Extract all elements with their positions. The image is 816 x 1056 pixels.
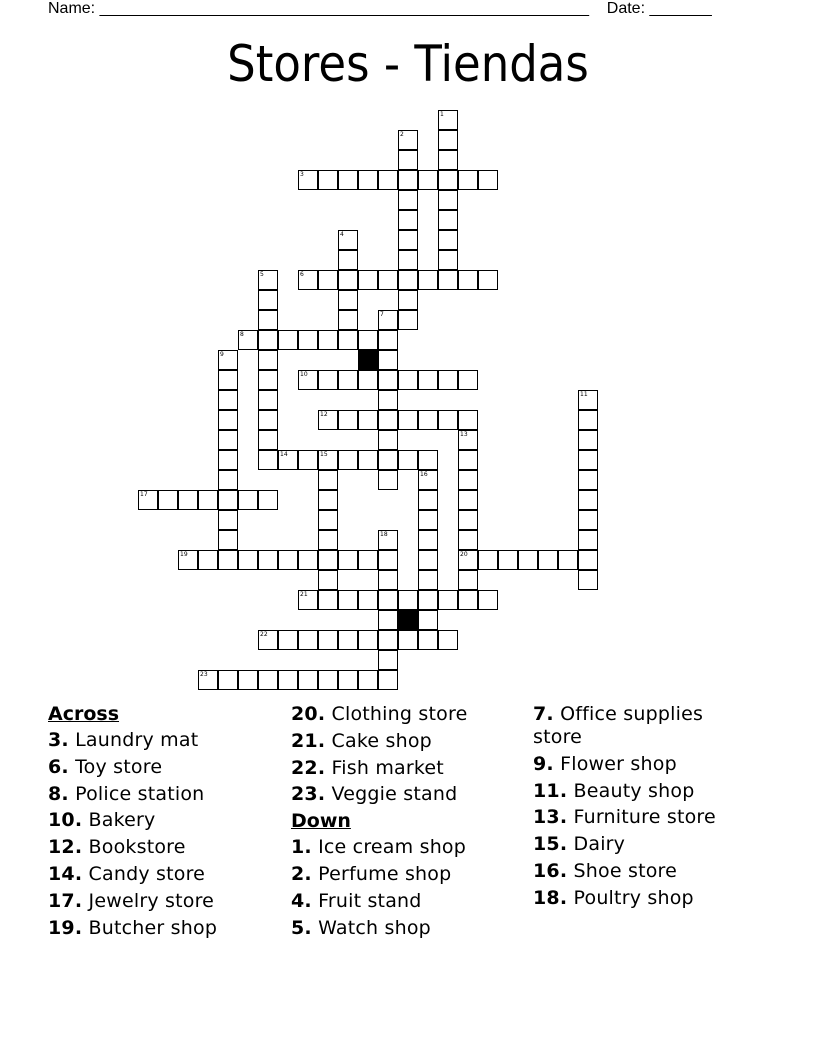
grid-cell[interactable] (258, 670, 278, 690)
grid-cell[interactable] (418, 610, 438, 630)
grid-cell[interactable] (418, 530, 438, 550)
grid-cell[interactable] (418, 170, 438, 190)
grid-cell[interactable] (458, 570, 478, 590)
clue-text: Dairy (573, 833, 626, 856)
grid-cell[interactable] (438, 410, 458, 430)
grid-cell[interactable] (318, 370, 338, 390)
grid-cell[interactable] (458, 470, 478, 490)
grid-cell[interactable] (338, 270, 358, 290)
grid-cell[interactable] (218, 430, 238, 450)
clue-text: Shoe store (573, 859, 678, 882)
grid-cell[interactable] (338, 410, 358, 430)
clue-number: 12. (48, 836, 83, 859)
grid-cell[interactable] (418, 450, 438, 470)
grid-cell[interactable] (418, 410, 438, 430)
grid-cell[interactable] (358, 270, 378, 290)
grid-cell[interactable] (298, 550, 318, 570)
grid-cell[interactable] (338, 170, 358, 190)
clue-column-2 (291, 703, 531, 943)
grid-cell[interactable] (458, 410, 478, 430)
clue-text: Jewelry store (88, 889, 215, 912)
grid-cell[interactable] (438, 190, 458, 210)
blocked-cell (358, 350, 378, 370)
grid-cell[interactable] (218, 670, 238, 690)
clue-text: Cake shop (331, 729, 432, 752)
grid-cell[interactable] (438, 630, 458, 650)
clue-text: Butcher shop (88, 916, 218, 939)
grid-cell[interactable] (578, 550, 598, 570)
grid-cell[interactable] (438, 370, 458, 390)
grid-cell[interactable] (418, 590, 438, 610)
grid-cell[interactable] (318, 330, 338, 350)
grid-cell[interactable] (478, 270, 498, 290)
grid-cell[interactable] (178, 490, 198, 510)
cell-number: 4 (340, 231, 344, 238)
clue-item (48, 836, 288, 859)
grid-cell[interactable] (258, 290, 278, 310)
grid-cell[interactable] (298, 450, 318, 470)
grid-cell[interactable] (178, 550, 198, 570)
clue-number: 3. (48, 729, 69, 751)
clue-number: 2. (291, 862, 312, 885)
grid-cell[interactable] (438, 170, 458, 190)
grid-cell[interactable] (198, 670, 218, 690)
cell-number: 3 (300, 171, 304, 178)
clue-item (533, 806, 733, 829)
cell-number: 8 (240, 331, 244, 338)
grid-cell[interactable] (218, 530, 238, 550)
grid-cell[interactable] (518, 550, 538, 570)
grid-cell[interactable] (578, 530, 598, 550)
clue-item (291, 757, 531, 780)
clue-number: 18. (533, 886, 568, 909)
grid-cell[interactable] (418, 630, 438, 650)
grid-cell[interactable] (358, 410, 378, 430)
grid-cell[interactable] (458, 450, 478, 470)
grid-cell[interactable] (358, 550, 378, 570)
grid-cell[interactable] (358, 370, 378, 390)
grid-cell[interactable] (298, 630, 318, 650)
grid-cell[interactable] (358, 450, 378, 470)
grid-cell[interactable] (478, 590, 498, 610)
grid-cell[interactable] (338, 630, 358, 650)
grid-cell[interactable] (258, 550, 278, 570)
grid-cell[interactable] (278, 550, 298, 570)
clue-number: 8. (48, 782, 69, 805)
clue-number: 5. (291, 916, 312, 939)
grid-cell[interactable] (258, 450, 278, 470)
grid-cell[interactable] (578, 490, 598, 510)
grid-cell[interactable] (378, 530, 398, 550)
grid-cell[interactable] (298, 330, 318, 350)
grid-cell[interactable] (218, 370, 238, 390)
grid-cell[interactable] (498, 550, 518, 570)
grid-cell[interactable] (218, 410, 238, 430)
grid-cell[interactable] (438, 270, 458, 290)
grid-cell[interactable] (418, 490, 438, 510)
clue-item (48, 890, 288, 913)
clue-item (48, 917, 288, 940)
grid-cell[interactable] (318, 670, 338, 690)
grid-cell[interactable] (478, 170, 498, 190)
grid-cell[interactable] (298, 670, 318, 690)
grid-cell[interactable] (438, 590, 458, 610)
grid-cell[interactable] (578, 450, 598, 470)
cell-number: 15 (320, 451, 328, 458)
clue-number: 16. (533, 859, 568, 882)
clue-number: 14. (48, 862, 83, 885)
grid-cell[interactable] (458, 530, 478, 550)
grid-cell[interactable] (398, 290, 418, 310)
clue-number: 10. (48, 809, 83, 832)
grid-cell[interactable] (438, 210, 458, 230)
grid-cell[interactable] (578, 390, 598, 410)
clue-item (291, 730, 531, 753)
grid-cell[interactable] (378, 590, 398, 610)
cell-number: 12 (320, 411, 328, 418)
grid-cell[interactable] (478, 550, 498, 570)
grid-cell[interactable] (318, 270, 338, 290)
clue-column-3 (533, 703, 733, 914)
clue-item (48, 756, 288, 779)
clue-text: Furniture store (573, 806, 716, 829)
name-blank[interactable]: _______________________________________________________ (99, 0, 589, 17)
cell-number: 9 (220, 351, 224, 358)
grid-cell[interactable] (238, 550, 258, 570)
cell-number: 13 (460, 431, 468, 438)
grid-cell[interactable] (418, 550, 438, 570)
clue-item (291, 917, 531, 940)
grid-cell[interactable] (218, 350, 238, 370)
clue-item (533, 860, 733, 883)
grid-cell[interactable] (218, 390, 238, 410)
blocked-cell (398, 610, 418, 630)
cell-number: 22 (260, 631, 268, 638)
clue-number: 22. (291, 756, 326, 779)
date-label: Date: (606, 0, 646, 17)
grid-cell[interactable] (418, 510, 438, 530)
grid-cell[interactable] (278, 450, 298, 470)
cell-number: 7 (380, 311, 384, 318)
grid-cell[interactable] (138, 490, 158, 510)
clue-number: 19. (48, 916, 83, 939)
grid-cell[interactable] (398, 410, 418, 430)
grid-cell[interactable] (258, 430, 278, 450)
grid-cell[interactable] (458, 590, 478, 610)
clue-text: Flower shop (560, 752, 677, 775)
clue-column-1 (48, 703, 288, 943)
cell-number: 14 (280, 451, 288, 458)
grid-cell[interactable] (358, 670, 378, 690)
grid-cell[interactable] (318, 410, 338, 430)
grid-cell[interactable] (398, 150, 418, 170)
grid-cell[interactable] (558, 550, 578, 570)
grid-cell[interactable] (318, 570, 338, 590)
page-title: Stores - Tiendas (227, 35, 589, 93)
grid-cell[interactable] (438, 130, 458, 150)
grid-cell[interactable] (238, 330, 258, 350)
grid-cell[interactable] (258, 490, 278, 510)
grid-cell[interactable] (358, 590, 378, 610)
clue-text: Laundry mat (75, 729, 199, 751)
grid-cell[interactable] (398, 170, 418, 190)
clue-text: Perfume shop (318, 862, 452, 885)
grid-cell[interactable] (318, 630, 338, 650)
grid-cell[interactable] (258, 310, 278, 330)
grid-cell[interactable] (378, 270, 398, 290)
clue-number: 7. (533, 703, 554, 725)
name-label: Name: (48, 0, 96, 17)
grid-cell[interactable] (238, 670, 258, 690)
grid-cell[interactable] (418, 270, 438, 290)
grid-cell[interactable] (398, 450, 418, 470)
clue-item (48, 809, 288, 832)
grid-cell[interactable] (458, 490, 478, 510)
clue-item (48, 783, 288, 806)
grid-cell[interactable] (398, 310, 418, 330)
grid-cell[interactable] (338, 310, 358, 330)
grid-cell[interactable] (258, 390, 278, 410)
date-blank[interactable]: _______ (649, 0, 712, 17)
grid-cell[interactable] (538, 550, 558, 570)
cell-number: 17 (140, 491, 148, 498)
grid-cell[interactable] (318, 490, 338, 510)
clue-text: Police station (75, 782, 205, 805)
grid-cell[interactable] (398, 270, 418, 290)
grid-cell[interactable] (278, 670, 298, 690)
clue-number: 1. (291, 836, 312, 859)
grid-cell[interactable] (398, 250, 418, 270)
grid-cell[interactable] (378, 370, 398, 390)
clue-text: Beauty shop (573, 779, 695, 802)
grid-cell[interactable] (378, 570, 398, 590)
grid-cell[interactable] (338, 230, 358, 250)
grid-cell[interactable] (338, 670, 358, 690)
grid-cell[interactable] (258, 370, 278, 390)
clue-item (48, 729, 288, 752)
clue-text: Veggie stand (331, 783, 458, 806)
grid-cell[interactable] (218, 450, 238, 470)
grid-cell[interactable] (218, 510, 238, 530)
clue-number: 13. (533, 806, 568, 829)
grid-cell[interactable] (358, 630, 378, 650)
cell-number: 5 (260, 271, 264, 278)
grid-cell[interactable] (418, 370, 438, 390)
grid-cell[interactable] (458, 510, 478, 530)
clue-text: Fish market (331, 756, 444, 779)
clue-item (533, 833, 733, 856)
grid-cell[interactable] (398, 230, 418, 250)
clue-text: Watch shop (318, 916, 431, 939)
grid-cell[interactable] (458, 170, 478, 190)
grid-cell[interactable] (398, 370, 418, 390)
grid-cell[interactable] (438, 250, 458, 270)
grid-cell[interactable] (278, 330, 298, 350)
grid-cell[interactable] (338, 590, 358, 610)
grid-cell[interactable] (438, 230, 458, 250)
clue-number: 17. (48, 889, 83, 912)
cell-number: 1 (440, 111, 444, 118)
grid-cell[interactable] (218, 550, 238, 570)
clue-item (533, 753, 733, 776)
grid-cell[interactable] (378, 450, 398, 470)
grid-cell[interactable] (378, 350, 398, 370)
grid-cell[interactable] (398, 130, 418, 150)
cell-number: 10 (300, 371, 308, 378)
grid-cell[interactable] (458, 430, 478, 450)
grid-cell[interactable] (378, 310, 398, 330)
grid-cell[interactable] (458, 270, 478, 290)
clue-text: Candy store (88, 862, 206, 885)
grid-cell[interactable] (418, 470, 438, 490)
grid-cell[interactable] (298, 590, 318, 610)
grid-cell[interactable] (258, 270, 278, 290)
grid-cell[interactable] (398, 590, 418, 610)
clue-item (291, 890, 531, 913)
clue-number: 15. (533, 833, 568, 856)
cell-number: 23 (200, 671, 208, 678)
grid-cell[interactable] (258, 350, 278, 370)
cell-number: 16 (420, 471, 428, 478)
grid-cell[interactable] (358, 170, 378, 190)
grid-cell[interactable] (438, 110, 458, 130)
grid-cell[interactable] (258, 410, 278, 430)
grid-cell[interactable] (318, 590, 338, 610)
grid-cell[interactable] (318, 550, 338, 570)
clue-item (291, 863, 531, 886)
grid-cell[interactable] (378, 170, 398, 190)
clue-item (533, 703, 733, 749)
grid-cell[interactable] (458, 550, 478, 570)
grid-cell[interactable] (418, 570, 438, 590)
grid-cell[interactable] (198, 490, 218, 510)
clue-text: Fruit stand (318, 889, 422, 912)
cell-number: 18 (380, 531, 388, 538)
grid-cell[interactable] (338, 550, 358, 570)
grid-cell[interactable] (458, 370, 478, 390)
grid-cell[interactable] (338, 250, 358, 270)
grid-cell[interactable] (158, 490, 178, 510)
clue-number: 23. (291, 783, 326, 806)
grid-cell[interactable] (578, 510, 598, 530)
cell-number: 20 (460, 551, 468, 558)
across-heading: Across (48, 703, 120, 725)
grid-cell[interactable] (218, 490, 238, 510)
grid-cell[interactable] (318, 170, 338, 190)
clue-item (533, 780, 733, 803)
grid-cell[interactable] (358, 330, 378, 350)
cell-number: 2 (400, 131, 404, 138)
clue-item (533, 887, 733, 910)
cell-number: 11 (580, 391, 588, 398)
clue-number: 4. (291, 889, 312, 912)
grid-cell[interactable] (318, 470, 338, 490)
grid-cell[interactable] (378, 650, 398, 670)
clue-text: Bookstore (88, 836, 186, 859)
grid-cell[interactable] (318, 530, 338, 550)
clue-text: Ice cream shop (318, 836, 467, 859)
clue-number: 21. (291, 729, 326, 752)
grid-cell[interactable] (298, 270, 318, 290)
grid-cell[interactable] (578, 570, 598, 590)
clue-number: 11. (533, 779, 568, 802)
grid-cell[interactable] (578, 410, 598, 430)
grid-cell[interactable] (398, 210, 418, 230)
grid-cell[interactable] (378, 470, 398, 490)
grid-cell[interactable] (378, 630, 398, 650)
cell-number: 19 (180, 551, 188, 558)
clue-item (48, 863, 288, 886)
clue-number: 6. (48, 755, 69, 778)
clue-number: 9. (533, 752, 554, 775)
grid-cell[interactable] (338, 330, 358, 350)
grid-cell[interactable] (398, 190, 418, 210)
grid-cell[interactable] (578, 470, 598, 490)
grid-cell[interactable] (398, 630, 418, 650)
grid-cell[interactable] (438, 150, 458, 170)
grid-cell[interactable] (378, 610, 398, 630)
cell-number: 21 (300, 591, 308, 598)
grid-cell[interactable] (378, 550, 398, 570)
clue-item (291, 836, 531, 859)
grid-cell[interactable] (378, 330, 398, 350)
clue-text: Toy store (75, 755, 163, 778)
clue-text: Clothing store (331, 703, 468, 725)
grid-cell[interactable] (338, 450, 358, 470)
grid-cell[interactable] (378, 390, 398, 410)
grid-cell[interactable] (378, 430, 398, 450)
grid-cell[interactable] (258, 630, 278, 650)
grid-cell[interactable] (338, 290, 358, 310)
clue-number: 20. (291, 703, 326, 725)
down-heading: Down (291, 810, 351, 833)
grid-cell[interactable] (298, 170, 318, 190)
grid-cell[interactable] (318, 510, 338, 530)
clue-text: Bakery (88, 809, 156, 832)
grid-cell[interactable] (218, 470, 238, 490)
grid-cell[interactable] (318, 450, 338, 470)
grid-cell[interactable] (338, 370, 358, 390)
clue-text: Poultry shop (573, 886, 694, 909)
grid-cell[interactable] (378, 410, 398, 430)
clue-item (291, 703, 531, 726)
clue-text: Office supplies store (533, 703, 704, 748)
grid-cell[interactable] (578, 430, 598, 450)
grid-cell[interactable] (238, 490, 258, 510)
grid-cell[interactable] (198, 550, 218, 570)
clue-item (291, 783, 531, 806)
grid-cell[interactable] (278, 630, 298, 650)
grid-cell[interactable] (378, 670, 398, 690)
grid-cell[interactable] (258, 330, 278, 350)
grid-cell[interactable] (298, 370, 318, 390)
cell-number: 6 (300, 271, 304, 278)
